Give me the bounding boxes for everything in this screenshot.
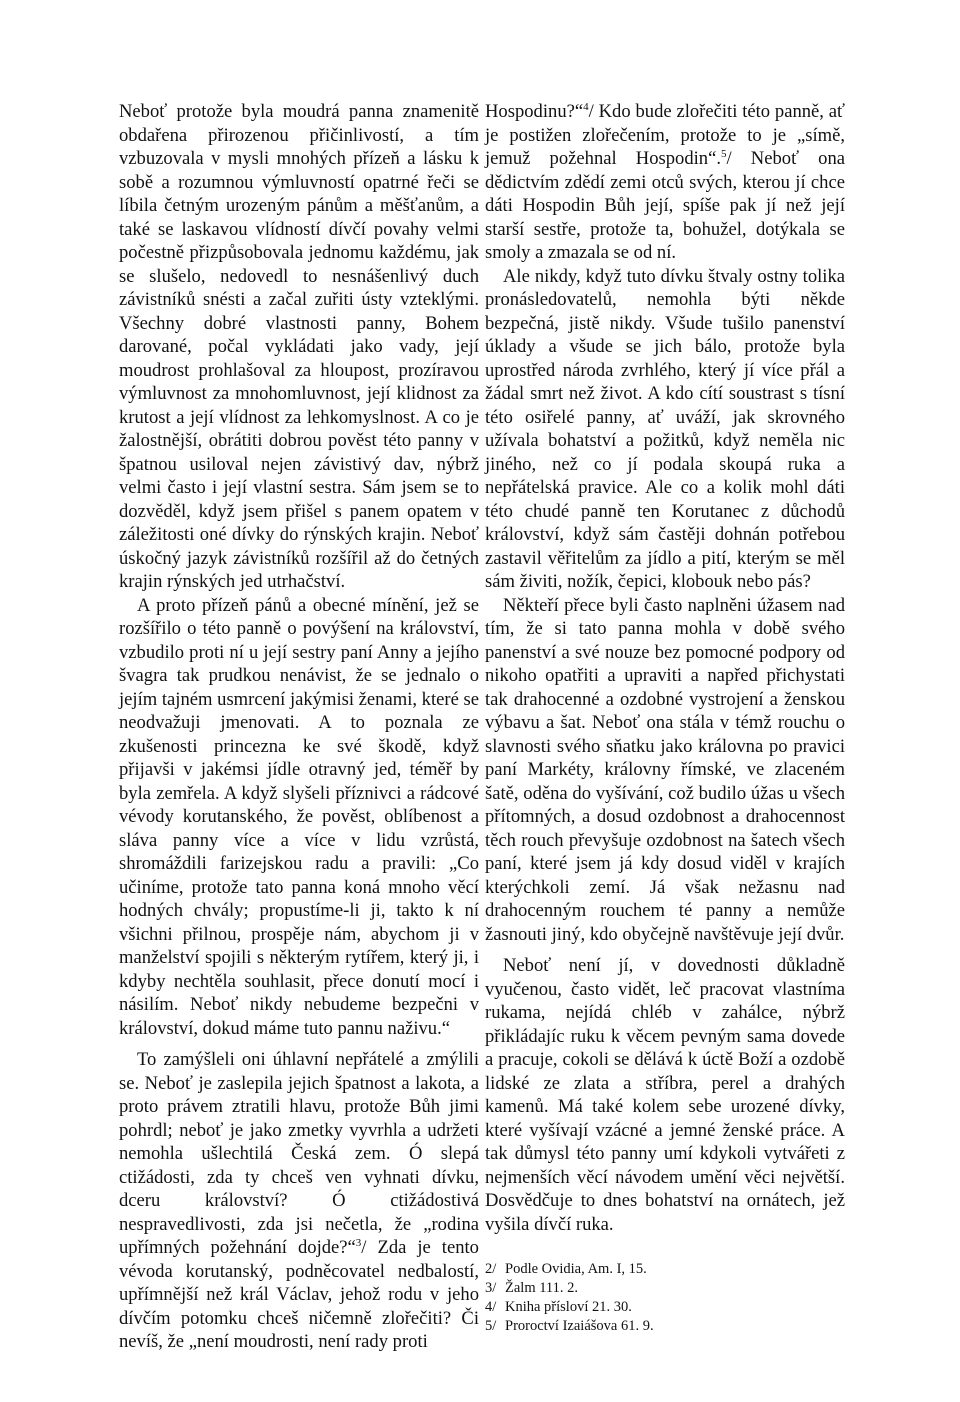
paragraph: Neboť není jí, v dovednosti důkladně vyučenou, často vidět, leč pracovat vlastníma rukama, nejídá chléb v zahálce, nýbrž přikládajíc ruku k věcem pevným sama dovede a pracuje, cokoli se dělává k úctě Boží a ozdobě lidské ze zlata a stříbra, perel a drahých kamenů. Má také kolem sebe urozené dívky, které vyšívají vzácné a jemné ženské práce. A tak důmysl této panny umí kdykoli vytvářeti z nejmenších věcí návodem umění věci největší. Dosvědčuje to dnes bohatství na ornátech, jež vyšila dívčí ruka. <box>485 955 845 1235</box>
paragraph-text: Hospodinu?“ <box>485 101 584 122</box>
footnote-text: Kniha přísloví 21. 30. <box>505 1299 632 1315</box>
footnote-text: Žalm 111. 2. <box>505 1280 579 1296</box>
paragraph: Někteří přece byli často naplněni úžasem nad tím, že si tato panna mohla v době svého panenství a své nouze bez pomocné podpory od nikoho opatřiti a upraviti a napřed přichystati tak drahocenné a ozdobné vystrojení a ženskou výbavu a šat. Neboť ona stála v témž rouchu o slavnosti svého sňatku jako královna po pravici paní Markéty, královny římské, ve zlaceném šatě, oděna do vyšívání, což budilo úžas u všech přítomných, a dosud ozdobnost a drahocennost těch rouch převyšuje ozdobnost na šatech všech paní, které jsem já kdy dosud viděl v krajích kterýchkoli zemí. Já však nežasnu nad drahocenným rouchem té panny a nemůže žasnouti jiný, kdo obyčejně navštěvuje její dvůr. <box>485 594 845 945</box>
footnote-mark: 3/ <box>485 1280 497 1296</box>
footnote-mark: 2/ <box>485 1261 497 1277</box>
right-text-column <box>485 100 845 1336</box>
paragraph: Neboť protože byla moudrá panna znamenitě obdařena přirozenou přičinlivostí, a tím vzbuzovala v mysli mnohých přízeň a lásku k sobě a rozumnou výmluvností opatrné řeči se líbila četným urozeným pánům a měšťanům, a také se laskavou vlídností dívčí povahy velmi počestně přizpůsobovala jednomu každému, jak se slušelo, nedovedl to nesnášenlivý duch závistníků snésti a začal zuřiti ústy vzteklými. Všechny dobré vlastnosti panny, Bohem darované, počal vykládati jako vady, její moudrost prohlašoval za hloupost, prozíravou výmluvnost za mnohomluvnost, její klidnost za krutost a její vlídnost za lehkomyslnost. A co je žalostnější, obrátiti dobrou pověst této panny v špatnou usiloval nejen závistivý dav, nýbrž velmi často i její vlastní sestra. Sám jsem se to dozvěděl, když jsem přišel s panem opatem v záležitosti oné dívky do rýnských krajin. Neboť úskočný jazyk závistníků rozšířil až do četných krajin rýnských jed utrhačství. <box>119 101 479 592</box>
footnote-text: Podle Ovidia, Am. I, 15. <box>505 1261 647 1277</box>
paragraph <box>119 1048 479 1354</box>
footnote-mark: 4/ <box>485 1299 497 1315</box>
paragraph <box>485 100 845 265</box>
footnote <box>485 1317 845 1336</box>
footnote-mark: 5/ <box>485 1318 497 1334</box>
footnote-reference: 4 <box>583 100 589 113</box>
footnotes <box>485 1260 845 1336</box>
footnote-text: Proroctví Izaiášova 61. 9. <box>505 1318 654 1334</box>
paragraph: Ale nikdy, když tuto dívku štvaly ostny tolika pronásledovatelů, nemohla býti někde bezpečná, jistě nikdy. Všude tušilo panenství úklady a všude se jich bálo, protože byla uprostřed národa zvrhlého, který jí více přál a žádal smrt než život. A kdo cítí soustrast s tísní této osiřelé panny, ať uváží, jak skrovného užívala bohatství a požitků, když neměla nic jiného, než co jí podala skoupá ruka a nepřátelská pravice. Ale co a kolik mohl dáti této chudé panně ten Korutanec z důchodů království, když sám častěji dohnán potřebou zastavil věřitelům za jídlo a pití, kterým se měl sám živiti, nožík, čepici, klobouk nebo pás? <box>485 265 845 592</box>
footnote <box>485 1260 845 1279</box>
footnote <box>485 1298 845 1317</box>
footnote-reference: 3 <box>355 1236 362 1249</box>
paragraph-text: / Zda je tento vévoda korutanský, podněcovatel nedbalostí, upřímnější než král Václav, jehož rodu v jeho dívčím potomku chceš ničemně zlořečiti? Či nevíš, že „není moudrosti, není rady proti <box>119 1237 479 1352</box>
paragraph-text: / Neboť ona dědictvím zdědí zemi otců svých, kterou jí chce dáti Hospodin Bůh její, spíše pak jí než její starší sestře, protože ta, bohužel, dotýkala se smoly a zmazala se od ní. <box>485 148 845 263</box>
footnote-reference: 5 <box>721 147 727 160</box>
left-text-column <box>119 100 479 1354</box>
paragraph: A proto přízeň pánů a obecné mínění, jež se rozšířilo o této panně o povýšení na království, vzbudilo proti ní u její sestry paní Anny a jejího švagra tak prudkou nenávist, že se jednalo o jejím tajném usmrcení jakýmisi ženami, které se neodvažuji jmenovati. A to poznala ze zkušenosti princezna ke své škodě, když přijavši v jakémsi jídle otravný jed, téměř by byla zemřela. A když slyšeli příznivci a rádcové vévody korutanského, že pověst, oblíbenost a sláva panny více a více v lidu vzrůstá, shromáždili farizejskou radu a pravili: „Co učiníme, protože tato panna koná mnoho věcí hodných chvály; propustíme-li ji, takto k ní všichni přilnou, prospěje nám, abychom ji v manželství spojili s některým rytířem, který ji, i kdyby nechtěla souhlasit, přece donutí mocí i násilím. Neboť nikdy nebudeme bezpečni v království, dokud máme tuto pannu naživu.“ <box>119 594 479 1039</box>
footnote <box>485 1279 845 1298</box>
paragraph-text: / Kdo bude zlořečiti této panně, ať je postižen zlořečením, protože to je „símě, jemuž požehnal Hospodin“. <box>485 101 845 169</box>
paragraph-text: To zamýšleli oni úhlavní nepřátelé a zmýlili se. Neboť je zaslepila jejich špatnost a lakota, a proto právem ztratili hlavu, protože Bůh jimi pohrdl; neboť je jako zmetky vyvrhla a udržeti nemohla ušlechtilá Česká zem. Ó slepá ctižádosti, zda ty chceš ven vyhnati dívku, dceru království? Ó ctižádostivá nespravedlivosti, zda jsi nečetla, že „rodina upřímných požehnání dojde?“ <box>119 1049 479 1258</box>
